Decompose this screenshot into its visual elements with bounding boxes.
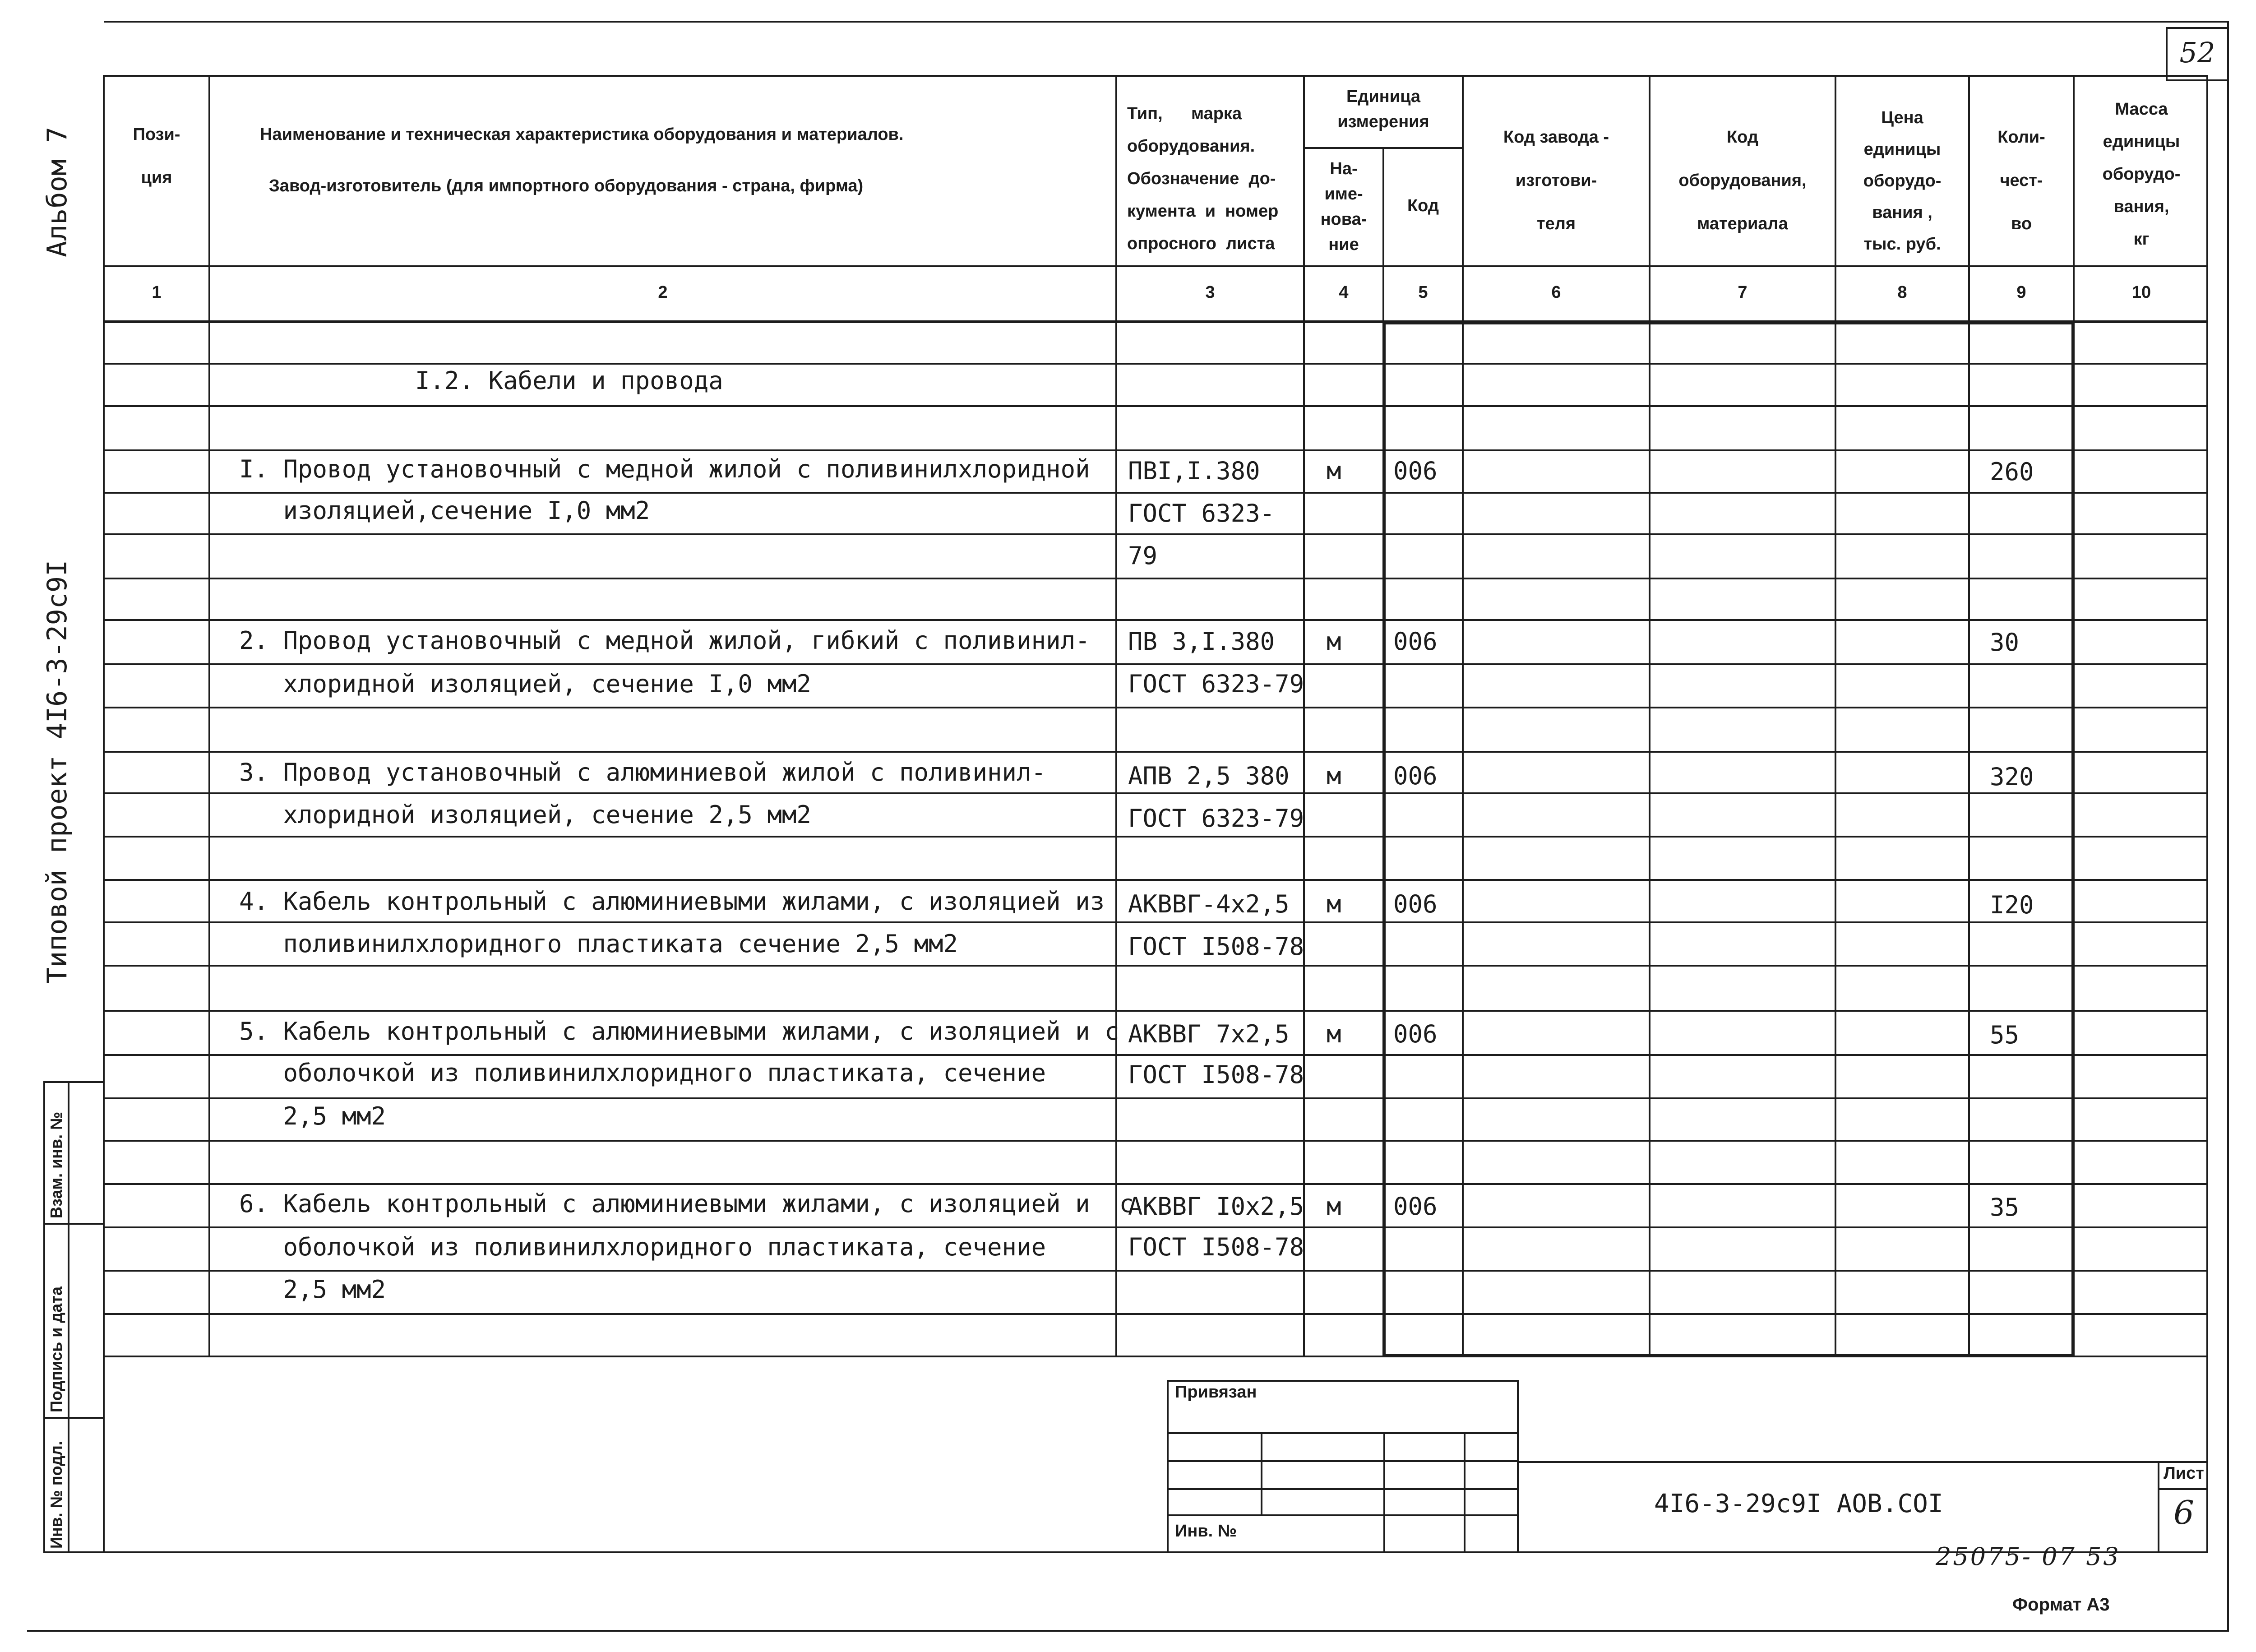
item-5-line-3: 2,5 мм2: [239, 1102, 386, 1130]
inv-no-label: Инв. №: [1175, 1522, 1237, 1541]
row-line: [103, 1010, 2208, 1012]
header-price: Цена единицы оборудо- вания , тыс. руб.: [1863, 108, 1942, 254]
item-1-type-1: ПВI,I.380: [1128, 457, 1260, 485]
album-label: Альбом 7: [42, 127, 73, 257]
header-name-line2: Завод-изготовитель (для импортного оборудования - страна, фирма): [269, 176, 864, 195]
item-5-type-2: ГОСТ I508-78: [1128, 1060, 1304, 1089]
header-unit-code: Код: [1407, 196, 1439, 215]
item-2-type-2: ГОСТ 6323-79: [1128, 670, 1304, 698]
item-4-type-2: ГОСТ I508-78: [1128, 932, 1304, 961]
col-number-6: 6: [1551, 283, 1561, 302]
section-title: I.2. Кабели и провода: [415, 366, 723, 395]
header-unit-group: Единица измерения: [1337, 87, 1429, 131]
privyazan-vline-2: [1383, 1432, 1385, 1553]
item-2-line-2: хлоридной изоляцией, сечение I,0 мм2: [239, 670, 811, 698]
project-label: Типовой проект 4I6-3-29с9I: [42, 560, 73, 984]
privyazan-line-1: [1167, 1432, 1519, 1434]
header-unit-name: На- име- нова- ние: [1320, 159, 1367, 254]
stamp-podpis-data: Подпись и дата: [47, 1286, 65, 1412]
row-line: [103, 1313, 2208, 1315]
bottom-border-line: [27, 1630, 2229, 1632]
item-4-type-1: АКВВГ-4х2,5: [1128, 890, 1290, 918]
col-line-1: [208, 75, 210, 1357]
row-line: [103, 1097, 2208, 1099]
col-line-2: [1115, 75, 1117, 1357]
item-6-type-2: ГОСТ I508-78: [1128, 1233, 1304, 1261]
item-1-type-2: ГОСТ 6323-: [1128, 499, 1275, 528]
row-line: [103, 533, 2208, 535]
col-number-1: 1: [152, 283, 162, 302]
row-line: [103, 1226, 2208, 1228]
page-number: 52: [2179, 36, 2215, 69]
row-line: [103, 363, 2208, 365]
row-line: [103, 965, 2208, 967]
item-6-code: 006: [1393, 1192, 1438, 1221]
privyazan-line-2: [1167, 1460, 1519, 1462]
left-stamp-line-2: [43, 1417, 105, 1419]
privyazan-vline-3: [1464, 1432, 1465, 1553]
row-line: [103, 921, 2208, 923]
col-number-4: 4: [1339, 283, 1349, 302]
item-3-qty: 320: [1990, 763, 2034, 791]
item-5-code: 006: [1393, 1020, 1438, 1048]
row-line: [103, 619, 2208, 621]
designation-top-line: [1519, 1461, 2158, 1463]
stamp-vzam-inv: Взам. инв. №: [47, 1111, 65, 1218]
row-line: [103, 707, 2208, 708]
top-border-line: [104, 21, 2229, 23]
left-stamp-divider: [68, 1081, 69, 1553]
item-4-unit: м: [1327, 890, 1341, 918]
item-2-qty: 30: [1990, 628, 2020, 657]
item-6-line-1: 6. Кабель контрольный с алюминиевыми жилами, с изоляцией и с: [239, 1189, 1134, 1218]
item-3-line-1: 3. Провод установочный с алюминиевой жилой с поливинил-: [239, 758, 1046, 787]
item-2-unit: м: [1327, 627, 1341, 656]
row-line: [103, 1270, 2208, 1272]
item-6-type-1: АКВВГ I0х2,5: [1128, 1192, 1304, 1221]
item-5-qty: 55: [1990, 1021, 2020, 1049]
sheet-label: Лист: [2164, 1464, 2204, 1483]
item-5-line-2: оболочкой из поливинилхлоридного пластиката, сечение: [239, 1059, 1046, 1087]
item-3-unit: м: [1327, 762, 1341, 790]
archive-number: 25075- 07 53: [1936, 1542, 2121, 1571]
header-position: Пози- ция: [133, 125, 180, 187]
row-line: [103, 836, 2208, 838]
item-6-qty: 35: [1990, 1193, 2020, 1222]
item-5-line-1: 5. Кабель контрольный с алюминиевыми жилами, с изоляцией и с: [239, 1017, 1119, 1046]
item-1-type-3: 79: [1128, 541, 1158, 570]
item-1-unit: м: [1327, 457, 1341, 485]
row-line: [103, 663, 2208, 665]
item-6-line-3: 2,5 мм2: [239, 1275, 386, 1304]
item-4-line-1: 4. Кабель контрольный с алюминиевыми жилами, с изоляцией из: [239, 887, 1105, 916]
header-mass: Масса единицы оборудо- вания, кг: [2102, 100, 2181, 249]
header-type: Тип, марка оборудования. Обозначение до- кумента и номер опросного листа: [1127, 104, 1279, 253]
item-3-line-2: хлоридной изоляцией, сечение 2,5 мм2: [239, 801, 811, 829]
item-1-qty: 260: [1990, 458, 2034, 486]
privyazan-vline-1: [1261, 1432, 1262, 1514]
item-4-line-2: поливинилхлоридного пластиката сечение 2,5 мм2: [239, 930, 958, 958]
item-5-unit: м: [1327, 1020, 1341, 1048]
item-1-code: 006: [1393, 457, 1438, 485]
item-3-code: 006: [1393, 762, 1438, 790]
col-number-8: 8: [1897, 283, 1907, 302]
row-line: [103, 1054, 2208, 1056]
stamp-inv-podl: Инв. № подл.: [47, 1441, 65, 1549]
item-5-type-1: АКВВГ 7х2,5: [1128, 1020, 1290, 1048]
col-number-7: 7: [1738, 283, 1747, 302]
item-1-line-1: I. Провод установочный с медной жилой с поливинилхлоридной: [239, 455, 1090, 483]
item-4-code: 006: [1393, 890, 1438, 918]
col-line-3: [1303, 75, 1305, 1357]
left-stamp-line-1: [43, 1223, 105, 1225]
table-body-bottom-line: [103, 1356, 2208, 1357]
row-line: [103, 449, 2208, 451]
sheet-box-top-line: [2158, 1461, 2208, 1463]
item-6-line-2: оболочкой из поливинилхлоридного пластиката, сечение: [239, 1233, 1046, 1261]
privyazan-label: Привязан: [1175, 1383, 1257, 1402]
col-number-5: 5: [1418, 283, 1428, 302]
sheet-box-divider: [2158, 1461, 2159, 1553]
bold-data-zone: [1382, 321, 2075, 1357]
row-line: [103, 751, 2208, 753]
header-factory-code: Код завода - изготови- теля: [1503, 128, 1609, 233]
col-number-10: 10: [2131, 283, 2151, 302]
item-6-unit: м: [1327, 1192, 1341, 1221]
privyazan-line-4: [1167, 1514, 1519, 1516]
item-1-line-2: изоляцией,сечение I,0 мм2: [239, 496, 650, 525]
row-line: [103, 405, 2208, 407]
item-3-type-1: АПВ 2,5 380: [1128, 762, 1290, 790]
col-number-3: 3: [1205, 283, 1215, 302]
drawing-designation: 4I6-3-29с9I АОВ.СОI: [1654, 1489, 1943, 1518]
item-4-qty: I20: [1990, 891, 2034, 919]
row-line: [103, 1183, 2208, 1185]
row-line: [103, 792, 2208, 794]
privyazan-line-3: [1167, 1488, 1519, 1490]
header-material-code: Код оборудования, материала: [1678, 128, 1807, 233]
item-3-type-2: ГОСТ 6323-79: [1128, 804, 1304, 833]
row-line: [103, 578, 2208, 579]
col-number-9: 9: [2016, 283, 2026, 302]
header-quantity: Коли- чест- во: [1997, 128, 2045, 233]
sheet-label-line: [2158, 1488, 2208, 1490]
col-number-2: 2: [658, 283, 668, 302]
item-2-line-1: 2. Провод установочный с медной жилой, гибкий с поливинил-: [239, 626, 1090, 655]
item-2-type-1: ПВ 3,I.380: [1128, 627, 1275, 656]
header-name-line1: Наименование и техническая характеристика оборудования и материалов.: [260, 125, 904, 144]
sheet-number: 6: [2173, 1494, 2194, 1532]
right-border-line: [2227, 21, 2229, 1632]
row-line: [103, 492, 2208, 494]
header-bottom-line: [103, 265, 2208, 267]
row-line: [103, 879, 2208, 881]
row-line: [103, 1140, 2208, 1142]
item-2-code: 006: [1393, 627, 1438, 656]
format-label: Формат А3: [2012, 1595, 2110, 1615]
